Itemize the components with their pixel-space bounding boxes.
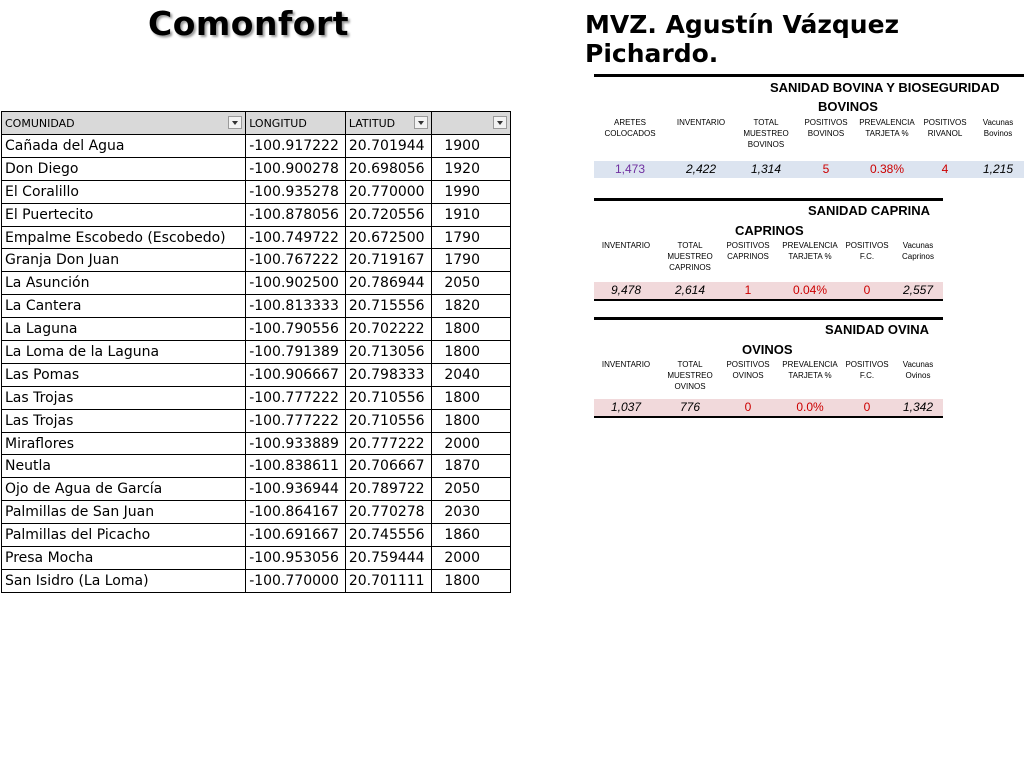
cell-comunidad[interactable]: Miraflores bbox=[2, 432, 246, 455]
cell-latitud[interactable]: 20.798333 bbox=[345, 363, 431, 386]
cell-longitud[interactable]: -100.935278 bbox=[246, 180, 346, 203]
table-row bbox=[2, 180, 511, 203]
cell-latitud[interactable]: 20.720556 bbox=[345, 203, 431, 226]
communities-table bbox=[1, 111, 511, 593]
filter-dropdown-icon[interactable] bbox=[493, 116, 507, 129]
cell-comunidad[interactable]: La Laguna bbox=[2, 318, 246, 341]
cell-comunidad[interactable]: Neutla bbox=[2, 455, 246, 478]
cell-comunidad[interactable]: La Loma de la Laguna bbox=[2, 341, 246, 364]
column-label: LATITUD bbox=[348, 116, 396, 130]
table-row bbox=[2, 386, 511, 409]
ovina-top-rule bbox=[594, 317, 943, 320]
bovina-column-header: Vacunas Bovinos bbox=[982, 118, 1014, 138]
cell-latitud[interactable]: 20.719167 bbox=[345, 249, 431, 272]
cell-comunidad[interactable]: El Puertecito bbox=[2, 203, 246, 226]
bovina-subtitle: BOVINOS bbox=[818, 99, 878, 114]
table-row bbox=[2, 203, 511, 226]
ovina-column-header: INVENTARIO bbox=[601, 360, 651, 369]
table-row bbox=[2, 295, 511, 318]
ovina-column-header: PREVALENCIA TARJETA % bbox=[782, 360, 838, 380]
cell-latitud[interactable]: 20.698056 bbox=[345, 157, 431, 180]
cell-comunidad[interactable]: Ojo de Agua de García bbox=[2, 478, 246, 501]
ovina-column-header: Vacunas Ovinos bbox=[902, 360, 934, 380]
bovina-value: 4 bbox=[941, 162, 949, 176]
cell-altitud[interactable]: 1800 bbox=[431, 341, 510, 364]
cell-altitud[interactable]: 1910 bbox=[431, 203, 510, 226]
cell-altitud[interactable]: 1800 bbox=[431, 386, 510, 409]
cell-longitud[interactable]: -100.953056 bbox=[246, 547, 346, 570]
caprina-column-header: PREVALENCIA TARJETA % bbox=[782, 241, 838, 261]
cell-latitud[interactable]: 20.706667 bbox=[345, 455, 431, 478]
cell-comunidad[interactable]: Empalme Escobedo (Escobedo) bbox=[2, 226, 246, 249]
ovina-value: 0 bbox=[863, 400, 871, 414]
cell-longitud[interactable]: -100.791389 bbox=[246, 341, 346, 364]
cell-longitud[interactable]: -100.777222 bbox=[246, 386, 346, 409]
cell-altitud[interactable]: 2040 bbox=[431, 363, 510, 386]
caprina-value: 2,557 bbox=[902, 283, 934, 297]
cell-latitud[interactable]: 20.777222 bbox=[345, 432, 431, 455]
column-header-comunidad[interactable] bbox=[2, 112, 246, 135]
ovina-column-header: POSITIVOS F.C. bbox=[845, 360, 889, 380]
ovina-values-row bbox=[594, 399, 943, 416]
cell-comunidad[interactable]: Cañada del Agua bbox=[2, 135, 246, 158]
ovina-value: 0 bbox=[744, 400, 752, 414]
cell-longitud[interactable]: -100.878056 bbox=[246, 203, 346, 226]
cell-longitud[interactable]: -100.790556 bbox=[246, 318, 346, 341]
cell-altitud[interactable]: 1800 bbox=[431, 569, 510, 592]
bovina-title: SANIDAD BOVINA Y BIOSEGURIDAD bbox=[770, 80, 1000, 95]
cell-altitud[interactable]: 1790 bbox=[431, 226, 510, 249]
cell-altitud[interactable]: 1820 bbox=[431, 295, 510, 318]
bovina-column-header: INVENTARIO bbox=[676, 118, 726, 127]
cell-altitud[interactable]: 2050 bbox=[431, 478, 510, 501]
ovina-column-header: POSITIVOS OVINOS bbox=[726, 360, 770, 380]
table-row bbox=[2, 409, 511, 432]
cell-altitud[interactable]: 2000 bbox=[431, 547, 510, 570]
cell-longitud[interactable]: -100.900278 bbox=[246, 157, 346, 180]
column-header-latitud[interactable] bbox=[345, 112, 431, 135]
bovina-values-row bbox=[594, 161, 1024, 178]
bovina-column-header: ARETES COLOCADOS bbox=[604, 118, 656, 138]
table-row bbox=[2, 363, 511, 386]
table-row bbox=[2, 432, 511, 455]
cell-longitud[interactable]: -100.902500 bbox=[246, 272, 346, 295]
caprina-column-header: POSITIVOS F.C. bbox=[845, 241, 889, 261]
caprina-column-header: POSITIVOS CAPRINOS bbox=[726, 241, 770, 261]
table-row bbox=[2, 501, 511, 524]
cell-longitud[interactable]: -100.813333 bbox=[246, 295, 346, 318]
caprina-value: 2,614 bbox=[674, 283, 706, 297]
cell-altitud[interactable]: 1800 bbox=[431, 318, 510, 341]
author-title: MVZ. Agustín Vázquez Pichardo. bbox=[585, 10, 900, 68]
cell-latitud[interactable]: 20.715556 bbox=[345, 295, 431, 318]
ovina-value: 1,342 bbox=[902, 400, 934, 414]
cell-comunidad[interactable]: Las Trojas bbox=[2, 386, 246, 409]
cell-latitud[interactable]: 20.713056 bbox=[345, 341, 431, 364]
ovina-column-header: TOTAL MUESTREO OVINOS bbox=[667, 360, 713, 391]
table-row bbox=[2, 318, 511, 341]
cell-longitud[interactable]: -100.936944 bbox=[246, 478, 346, 501]
cell-comunidad[interactable]: Las Trojas bbox=[2, 409, 246, 432]
table-row bbox=[2, 226, 511, 249]
cell-latitud[interactable]: 20.745556 bbox=[345, 524, 431, 547]
cell-longitud[interactable]: -100.770000 bbox=[246, 569, 346, 592]
column-header-altitud[interactable] bbox=[431, 112, 510, 135]
cell-latitud[interactable]: 20.786944 bbox=[345, 272, 431, 295]
bovina-column-header: POSITIVOS RIVANOL bbox=[923, 118, 967, 138]
column-header-longitud[interactable] bbox=[246, 112, 346, 135]
table-row bbox=[2, 478, 511, 501]
cell-comunidad[interactable]: San Isidro (La Loma) bbox=[2, 569, 246, 592]
caprina-values-row bbox=[594, 282, 943, 299]
filter-dropdown-icon[interactable] bbox=[228, 116, 242, 129]
cell-comunidad[interactable]: La Cantera bbox=[2, 295, 246, 318]
cell-longitud[interactable]: -100.777222 bbox=[246, 409, 346, 432]
table-row bbox=[2, 569, 511, 592]
bovina-value: 2,422 bbox=[685, 162, 717, 176]
table-row bbox=[2, 524, 511, 547]
table-row bbox=[2, 272, 511, 295]
caprina-bottom-rule bbox=[594, 299, 943, 301]
cell-comunidad[interactable]: Las Pomas bbox=[2, 363, 246, 386]
cell-altitud[interactable]: 1790 bbox=[431, 249, 510, 272]
caprina-top-rule bbox=[594, 198, 943, 201]
cell-longitud[interactable]: -100.767222 bbox=[246, 249, 346, 272]
caprina-value: 0.04% bbox=[792, 283, 828, 297]
bovina-column-header: TOTAL MUESTREO BOVINOS bbox=[743, 118, 789, 149]
cell-latitud[interactable]: 20.702222 bbox=[345, 318, 431, 341]
cell-altitud[interactable]: 1870 bbox=[431, 455, 510, 478]
table-row bbox=[2, 135, 511, 158]
ovina-bottom-rule bbox=[594, 416, 943, 418]
filter-dropdown-icon[interactable] bbox=[414, 116, 428, 129]
cell-comunidad[interactable]: El Coralillo bbox=[2, 180, 246, 203]
ovina-subtitle: OVINOS bbox=[742, 342, 793, 357]
ovina-title: SANIDAD OVINA bbox=[825, 322, 930, 337]
cell-comunidad[interactable]: Palmillas del Picacho bbox=[2, 524, 246, 547]
cell-latitud[interactable]: 20.759444 bbox=[345, 547, 431, 570]
caprina-column-header: TOTAL MUESTREO CAPRINOS bbox=[667, 241, 713, 272]
bovina-value: 5 bbox=[822, 162, 830, 176]
cell-comunidad[interactable]: Granja Don Juan bbox=[2, 249, 246, 272]
column-label: LONGITUD bbox=[249, 116, 307, 130]
ovina-value: 1,037 bbox=[610, 400, 642, 414]
cell-comunidad[interactable]: La Asunción bbox=[2, 272, 246, 295]
table-row bbox=[2, 341, 511, 364]
cell-latitud[interactable]: 20.701944 bbox=[345, 135, 431, 158]
cell-altitud[interactable]: 2030 bbox=[431, 501, 510, 524]
caprina-subtitle: CAPRINOS bbox=[735, 223, 804, 238]
cell-latitud[interactable]: 20.789722 bbox=[345, 478, 431, 501]
cell-altitud[interactable]: 1900 bbox=[431, 135, 510, 158]
caprina-title: SANIDAD CAPRINA bbox=[808, 203, 931, 218]
bovina-value: 1,314 bbox=[750, 162, 782, 176]
caprina-value: 1 bbox=[744, 283, 752, 297]
bovina-value: 1,215 bbox=[982, 162, 1014, 176]
cell-latitud[interactable]: 20.672500 bbox=[345, 226, 431, 249]
bovina-column-header: PREVALENCIA TARJETA % bbox=[859, 118, 915, 138]
column-label: COMUNIDAD bbox=[5, 116, 75, 130]
page-title: Comonfort bbox=[148, 4, 350, 43]
cell-altitud[interactable]: 2050 bbox=[431, 272, 510, 295]
cell-latitud[interactable]: 20.770278 bbox=[345, 501, 431, 524]
caprina-value: 0 bbox=[863, 283, 871, 297]
table-header-row bbox=[2, 112, 511, 135]
cell-altitud[interactable]: 1800 bbox=[431, 409, 510, 432]
cell-longitud[interactable]: -100.864167 bbox=[246, 501, 346, 524]
cell-latitud[interactable]: 20.701111 bbox=[345, 569, 431, 592]
cell-longitud[interactable]: -100.933889 bbox=[246, 432, 346, 455]
ovina-value: 0.0% bbox=[796, 400, 824, 414]
cell-longitud[interactable]: -100.749722 bbox=[246, 226, 346, 249]
caprina-column-header: Vacunas Caprinos bbox=[901, 241, 934, 261]
table-row bbox=[2, 547, 511, 570]
caprina-column-header: INVENTARIO bbox=[601, 241, 651, 250]
cell-comunidad[interactable]: Don Diego bbox=[2, 157, 246, 180]
table-row bbox=[2, 157, 511, 180]
cell-altitud[interactable]: 1920 bbox=[431, 157, 510, 180]
bovina-value: 0.38% bbox=[869, 162, 905, 176]
cell-comunidad[interactable]: Palmillas de San Juan bbox=[2, 501, 246, 524]
bovina-value: 1,473 bbox=[614, 162, 646, 176]
cell-longitud[interactable]: -100.691667 bbox=[246, 524, 346, 547]
cell-altitud[interactable]: 2000 bbox=[431, 432, 510, 455]
bovina-top-rule bbox=[594, 74, 1024, 77]
caprina-value: 9,478 bbox=[610, 283, 642, 297]
cell-longitud[interactable]: -100.838611 bbox=[246, 455, 346, 478]
table-row bbox=[2, 455, 511, 478]
table-row bbox=[2, 249, 511, 272]
cell-longitud[interactable]: -100.917222 bbox=[246, 135, 346, 158]
bovina-column-header: POSITIVOS BOVINOS bbox=[804, 118, 848, 138]
cell-comunidad[interactable]: Presa Mocha bbox=[2, 547, 246, 570]
ovina-value: 776 bbox=[679, 400, 701, 414]
cell-latitud[interactable]: 20.770000 bbox=[345, 180, 431, 203]
cell-altitud[interactable]: 1860 bbox=[431, 524, 510, 547]
cell-altitud[interactable]: 1990 bbox=[431, 180, 510, 203]
cell-longitud[interactable]: -100.906667 bbox=[246, 363, 346, 386]
cell-latitud[interactable]: 20.710556 bbox=[345, 409, 431, 432]
cell-latitud[interactable]: 20.710556 bbox=[345, 386, 431, 409]
